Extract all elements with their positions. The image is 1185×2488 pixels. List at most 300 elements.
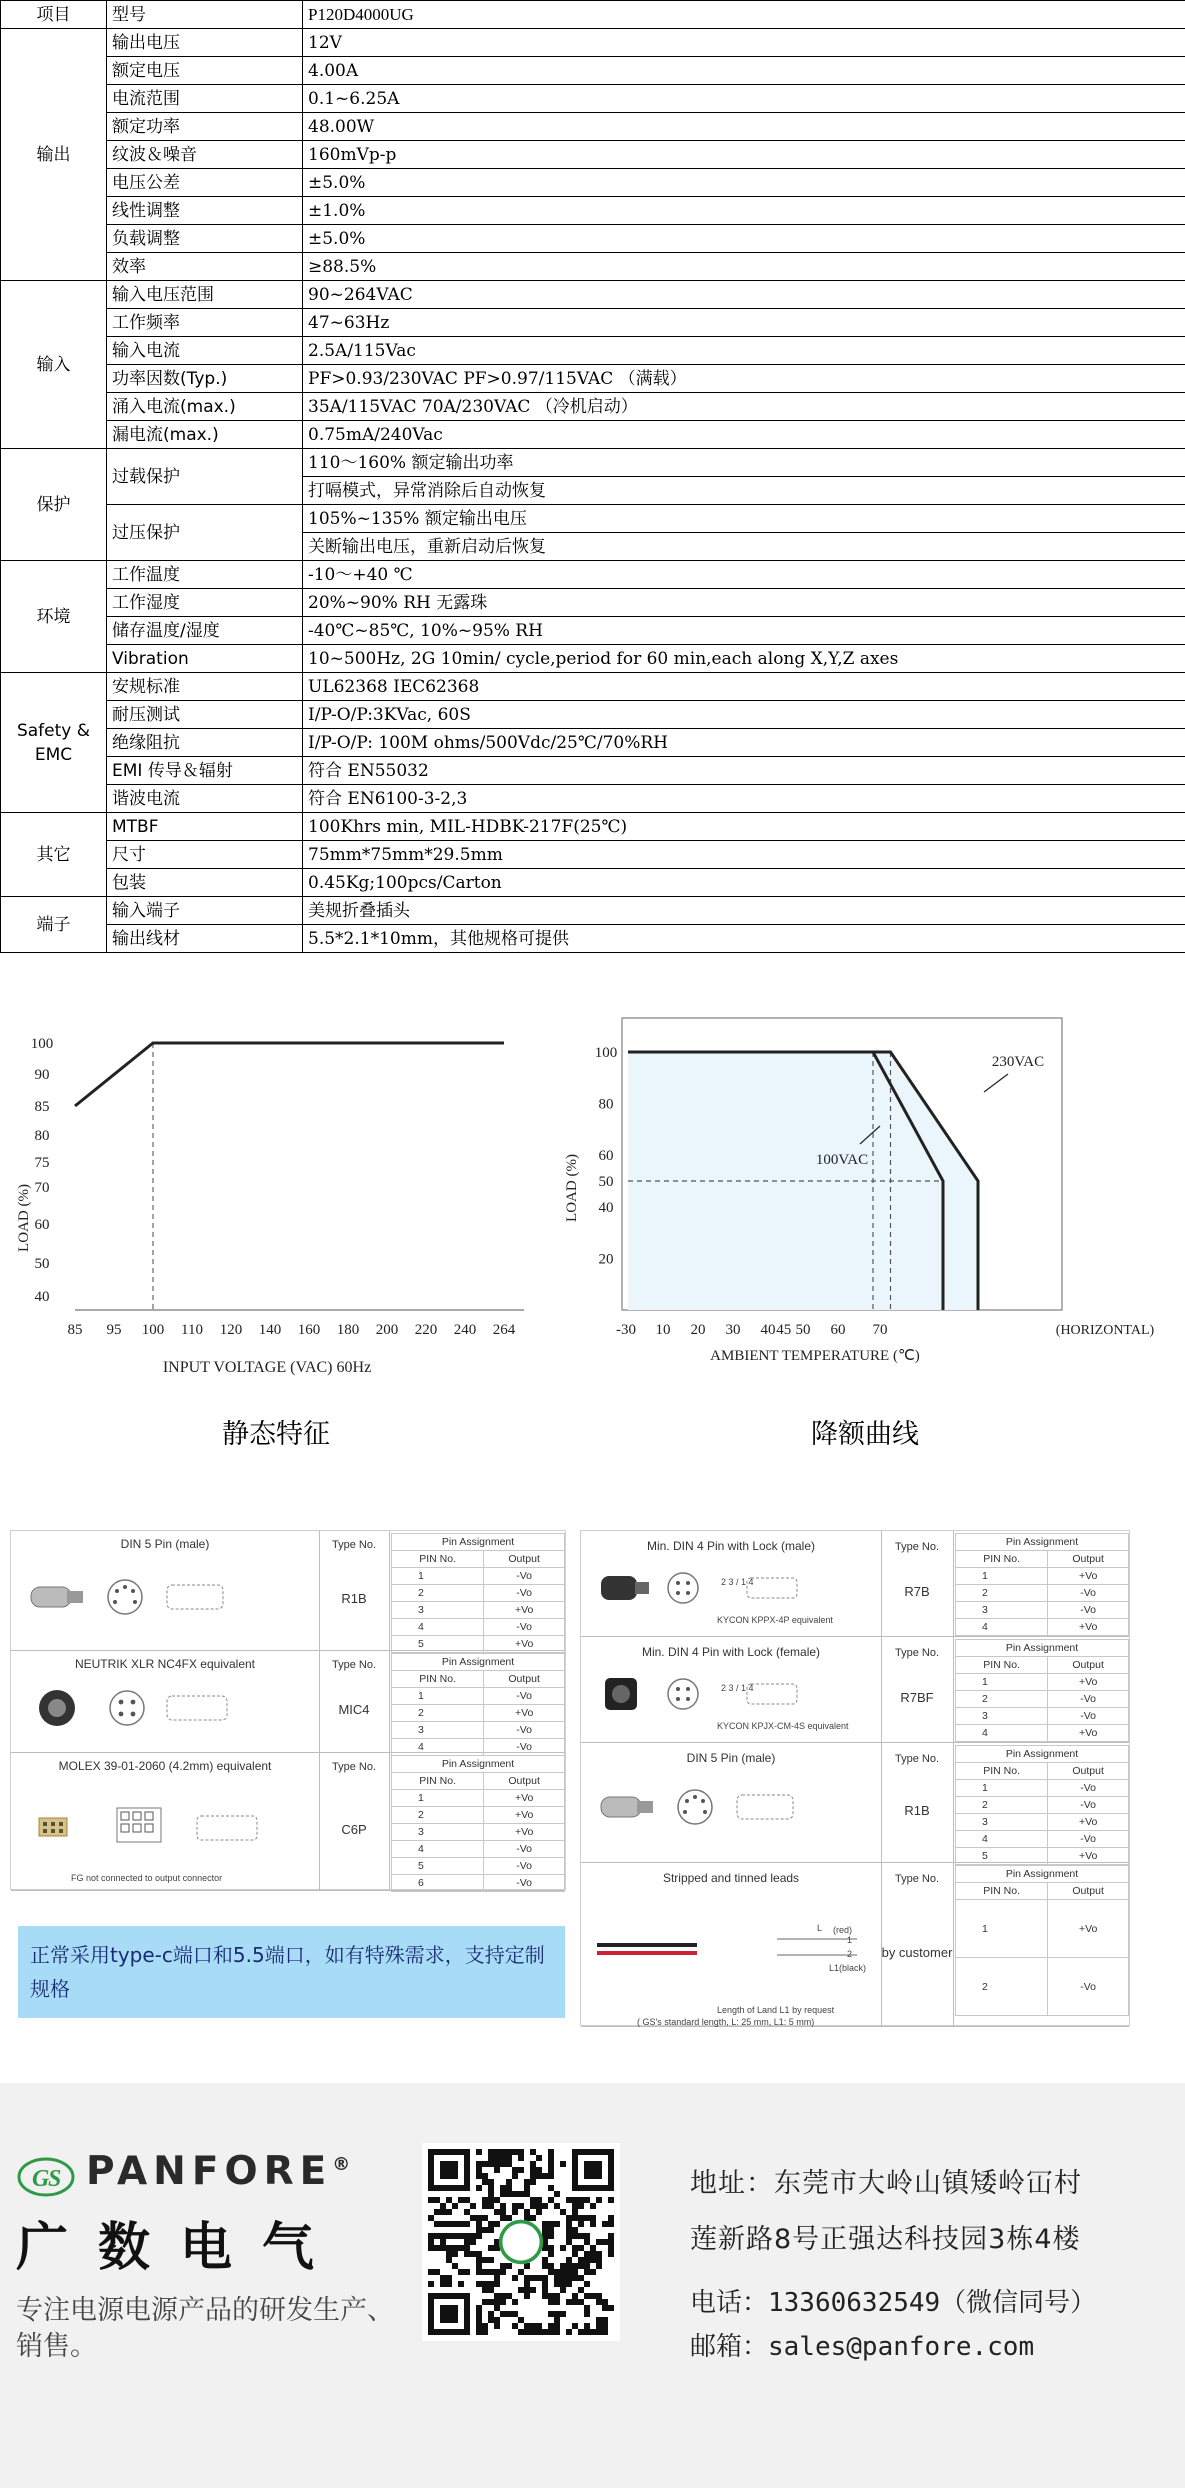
- qr-module: [446, 2233, 452, 2239]
- spec-row: [1, 57, 1185, 85]
- connector-type: R7BF: [900, 1690, 934, 1705]
- spec-row: [1, 645, 1185, 673]
- pin-number: 1: [956, 1780, 1048, 1797]
- spec-value: 打嗝模式，异常消除后自动恢复: [303, 477, 1185, 505]
- connector-title: Stripped and tinned leads: [662, 1871, 800, 1885]
- qr-module: [482, 2287, 488, 2293]
- connector-illustration: [587, 1771, 877, 1843]
- divider: [319, 1531, 320, 1651]
- qr-module: [464, 2221, 470, 2227]
- qr-module: [548, 2293, 554, 2299]
- qr-module: [482, 2323, 488, 2329]
- qr-module: [470, 2215, 476, 2221]
- qr-module: [452, 2203, 458, 2209]
- qr-module: [584, 2329, 590, 2335]
- qr-module: [572, 2227, 578, 2233]
- x-tick-label: 110: [181, 1322, 203, 1338]
- spec-label: 漏电流(max.): [107, 421, 303, 449]
- connector-block: [581, 1743, 1129, 1863]
- qr-module: [548, 2221, 554, 2227]
- header-project: 项目: [1, 1, 107, 29]
- x-tick-label: 45: [776, 1322, 792, 1338]
- pin-no-header: PIN No.: [956, 1657, 1048, 1674]
- qr-module: [590, 2329, 596, 2335]
- qr-module: [524, 2287, 530, 2293]
- pin-number: 1: [392, 1688, 484, 1705]
- pin-dot-icon: [59, 1822, 63, 1826]
- pin-dot-icon: [676, 1581, 680, 1585]
- qr-module: [608, 2233, 614, 2239]
- spec-row: [1, 85, 1185, 113]
- qr-module: [506, 2161, 512, 2167]
- qr-module: [584, 2239, 590, 2245]
- qr-module: [578, 2299, 584, 2305]
- spec-row: [1, 701, 1185, 729]
- spec-label: 耐压测试: [107, 701, 303, 729]
- qr-module: [542, 2263, 548, 2269]
- qr-module: [458, 2245, 464, 2251]
- x-tick-label: 200: [375, 1322, 399, 1338]
- derating-curve-title: 降额曲线: [811, 1419, 919, 1450]
- lead-label-2: 2: [847, 1949, 853, 1959]
- pin-output: +Vo: [484, 1636, 565, 1653]
- qr-module: [566, 2329, 572, 2335]
- qr-module: [554, 2191, 560, 2197]
- pin-assignment-header: Pin Assignment: [956, 1534, 1129, 1551]
- qr-module: [584, 2311, 590, 2317]
- pin-row: [392, 1790, 565, 1807]
- qr-finder-core: [584, 2161, 602, 2179]
- mini-din-body-icon: [601, 1576, 637, 1600]
- svg-text:S: S: [48, 2166, 62, 2192]
- pin-output: +Vo: [484, 1705, 565, 1722]
- qr-module: [470, 2239, 476, 2245]
- qr-module: [482, 2257, 488, 2263]
- qr-module: [446, 2257, 452, 2263]
- qr-module: [554, 2221, 560, 2227]
- qr-module: [530, 2275, 536, 2281]
- qr-module: [494, 2167, 500, 2173]
- qr-module: [494, 2317, 500, 2323]
- qr-module: [548, 2269, 554, 2275]
- qr-module: [548, 2155, 554, 2161]
- illustration-area: [11, 1557, 311, 1637]
- qr-module: [566, 2215, 572, 2221]
- pin-header-row: [956, 1746, 1129, 1763]
- x-tick-label: 85: [67, 1322, 83, 1338]
- qr-module: [524, 2275, 530, 2281]
- pin-assignment-header: Pin Assignment: [392, 1534, 565, 1551]
- qr-module: [602, 2221, 608, 2227]
- x-tick-label: 30: [725, 1322, 741, 1338]
- qr-module: [458, 2221, 464, 2227]
- qr-module: [590, 2251, 596, 2257]
- qr-module: [596, 2239, 602, 2245]
- qr-module: [578, 2245, 584, 2251]
- qr-module: [482, 2173, 488, 2179]
- pin-number: 3: [392, 1824, 484, 1841]
- qr-module: [578, 2275, 584, 2281]
- qr-module: [500, 2263, 506, 2269]
- plug-outline-icon: [747, 1578, 797, 1598]
- qr-module: [512, 2203, 518, 2209]
- qr-module: [560, 2287, 566, 2293]
- qr-module: [566, 2257, 572, 2263]
- pin-row: [392, 1858, 565, 1875]
- molex-face-icon: [117, 1808, 161, 1842]
- qr-module: [494, 2245, 500, 2251]
- pin-output: -Vo: [484, 1568, 565, 1585]
- plug-outline-icon: [737, 1795, 793, 1819]
- pin-header-row: [956, 1883, 1129, 1900]
- qr-module: [548, 2329, 554, 2335]
- divider: [953, 1531, 954, 1637]
- spec-row: [1, 673, 1185, 701]
- pin-output: +Vo: [484, 1790, 565, 1807]
- pin-row: [956, 1568, 1129, 1585]
- spec-row: [1, 561, 1185, 589]
- spec-value: 48.00W: [303, 113, 1185, 141]
- qr-module: [488, 2185, 494, 2191]
- connector-block: [11, 1753, 565, 1891]
- spec-value: 2.5A/115Vac: [303, 337, 1185, 365]
- qr-module: [452, 2263, 458, 2269]
- divider: [389, 1753, 390, 1891]
- x-tick-label: 50: [795, 1322, 811, 1338]
- pin-assignment-table: [955, 1639, 1129, 1742]
- illustration-area: [11, 1677, 311, 1739]
- pin-no-header: PIN No.: [392, 1773, 484, 1790]
- qr-module: [428, 2245, 434, 2251]
- series-label-100vac: 100VAC: [815, 1152, 869, 1168]
- spec-value: 符合 EN6100-3-2,3: [303, 785, 1185, 813]
- connector-title: Min. DIN 4 Pin with Lock (male): [646, 1539, 816, 1553]
- qr-module: [476, 2161, 482, 2167]
- spec-value: 10~500Hz, 2G 10min/ cycle,period for 60 min,each along X,Y,Z axes: [303, 645, 1185, 673]
- pin-no-header: PIN No.: [956, 1763, 1048, 1780]
- output-header: Output: [1048, 1657, 1129, 1674]
- pin-dot-icon: [43, 1822, 47, 1826]
- output-header: Output: [484, 1671, 565, 1688]
- pin-number: 4: [392, 1841, 484, 1858]
- qr-module: [500, 2155, 506, 2161]
- pin-dot-icon: [119, 1700, 124, 1705]
- qr-module: [512, 2191, 518, 2197]
- connector-panel-right: [580, 1530, 1130, 2026]
- qr-module: [578, 2233, 584, 2239]
- qr-finder-core: [440, 2305, 458, 2323]
- spec-header-row: [1, 1, 1185, 29]
- spec-row: [1, 505, 1185, 533]
- y-tick-label: 75: [34, 1155, 50, 1171]
- connector-title: NEUTRIK XLR NC4FX equivalent: [74, 1657, 256, 1671]
- qr-module: [458, 2281, 464, 2287]
- spec-value: ±1.0%: [303, 197, 1185, 225]
- qr-module: [482, 2329, 488, 2335]
- pin-output: +Vo: [484, 1602, 565, 1619]
- pin-dot-icon: [131, 1589, 135, 1593]
- qr-module: [524, 2293, 530, 2299]
- qr-module: [482, 2299, 488, 2305]
- qr-module: [488, 2299, 494, 2305]
- qr-module: [542, 2245, 548, 2251]
- qr-module: [566, 2281, 572, 2287]
- spec-value: 12V: [303, 29, 1185, 57]
- qr-module: [542, 2227, 548, 2233]
- qr-module: [446, 2275, 452, 2281]
- qr-module: [488, 2257, 494, 2263]
- pin-output: -Vo: [1048, 1780, 1129, 1797]
- qr-module: [476, 2233, 482, 2239]
- qr-module: [440, 2275, 446, 2281]
- spec-row: [1, 309, 1185, 337]
- pin-number: 5: [392, 1636, 484, 1653]
- qr-module: [494, 2197, 500, 2203]
- qr-module: [572, 2215, 578, 2221]
- spec-value: 关断输出电压，重新启动后恢复: [303, 533, 1185, 561]
- pin-labels: 2 3 / 1 4: [721, 1683, 754, 1693]
- pin-row: [956, 1674, 1129, 1691]
- y-tick-label: 70: [34, 1180, 50, 1196]
- spec-label: 安规标准: [107, 673, 303, 701]
- qr-module: [572, 2233, 578, 2239]
- pin-output: -Vo: [484, 1739, 565, 1756]
- qr-module: [506, 2293, 512, 2299]
- spec-label: 工作温度: [107, 561, 303, 589]
- pin-no-header: PIN No.: [392, 1671, 484, 1688]
- type-no-header: Type No.: [894, 1541, 940, 1553]
- qr-module: [506, 2191, 512, 2197]
- qr-module: [440, 2281, 446, 2287]
- qr-module: [602, 2239, 608, 2245]
- spec-row: [1, 729, 1185, 757]
- qr-module: [536, 2203, 542, 2209]
- qr-module: [530, 2329, 536, 2335]
- qr-module: [602, 2317, 608, 2323]
- qr-module: [602, 2305, 608, 2311]
- qr-module: [428, 2233, 434, 2239]
- output-header: Output: [1048, 1883, 1129, 1900]
- spec-row: [1, 589, 1185, 617]
- spec-value: 105%~135% 额定输出电压: [303, 505, 1185, 533]
- pin-row: [956, 1958, 1129, 2016]
- spec-row: [1, 785, 1185, 813]
- qr-module: [482, 2203, 488, 2209]
- qr-module: [554, 2311, 560, 2317]
- qr-module: [488, 2269, 494, 2275]
- pin-labels: 2 3 / 1 4: [721, 1577, 754, 1587]
- connector-caption: Length of Land L1 by request: [717, 2005, 835, 2015]
- spec-label: 功率因数(Typ.): [107, 365, 303, 393]
- spec-label: 工作频率: [107, 309, 303, 337]
- divider: [953, 1743, 954, 1863]
- qr-module: [608, 2251, 614, 2257]
- illustration-area: [581, 1771, 877, 1843]
- qr-module: [590, 2221, 596, 2227]
- static-characteristic-title: 静态特征: [222, 1419, 330, 1450]
- qr-module: [542, 2329, 548, 2335]
- spec-value: 20%~90% RH 无露珠: [303, 589, 1185, 617]
- qr-module: [518, 2287, 524, 2293]
- qr-module: [500, 2209, 506, 2215]
- qr-module: [560, 2245, 566, 2251]
- spec-value: 35A/115VAC 70A/230VAC （冷机启动）: [303, 393, 1185, 421]
- qr-module: [452, 2221, 458, 2227]
- spec-value: 0.75mA/240Vac: [303, 421, 1185, 449]
- qr-module: [548, 2161, 554, 2167]
- pin-output: -Vo: [484, 1619, 565, 1636]
- qr-module: [530, 2161, 536, 2167]
- spec-row: [1, 197, 1185, 225]
- pin-row: [956, 1780, 1129, 1797]
- qr-module: [500, 2269, 506, 2275]
- qr-module: [518, 2149, 524, 2155]
- qr-module: [434, 2221, 440, 2227]
- connector-illustration: [17, 1779, 307, 1877]
- pin-row: [392, 1824, 565, 1841]
- pin-header-row: [392, 1534, 565, 1551]
- pin-number: 5: [392, 1858, 484, 1875]
- pin-output: -Vo: [1048, 1585, 1129, 1602]
- qr-module: [590, 2245, 596, 2251]
- qr-module: [584, 2305, 590, 2311]
- spec-label: 输入端子: [107, 897, 303, 925]
- qr-module: [476, 2311, 482, 2317]
- type-no-header: Type No.: [894, 1647, 940, 1659]
- qr-module: [494, 2221, 500, 2227]
- y-tick-label: 100: [30, 1036, 54, 1052]
- pin-number: 2: [956, 1691, 1048, 1708]
- qr-module: [548, 2185, 554, 2191]
- spec-label: 尺寸: [107, 841, 303, 869]
- x-tick-label: 220: [414, 1322, 438, 1338]
- y-axis-title: LOAD (%): [564, 1154, 580, 1222]
- divider: [953, 1637, 954, 1743]
- qr-module: [506, 2263, 512, 2269]
- qr-module: [440, 2209, 446, 2215]
- spec-label: 电压公差: [107, 169, 303, 197]
- qr-module: [566, 2269, 572, 2275]
- pin-no-header: PIN No.: [392, 1551, 484, 1568]
- qr-module: [434, 2209, 440, 2215]
- qr-module: [560, 2161, 566, 2167]
- divider: [389, 1651, 390, 1753]
- spec-label: 效率: [107, 253, 303, 281]
- spec-label: 额定功率: [107, 113, 303, 141]
- qr-module: [596, 2263, 602, 2269]
- pin-assignment-header: Pin Assignment: [392, 1756, 565, 1773]
- qr-module: [446, 2281, 452, 2287]
- pin-number: 4: [956, 1619, 1048, 1636]
- qr-module: [476, 2149, 482, 2155]
- qr-module: [524, 2179, 530, 2185]
- pin-header-row: [956, 1866, 1129, 1883]
- pin-output: -Vo: [484, 1841, 565, 1858]
- qr-module: [554, 2323, 560, 2329]
- qr-module: [506, 2215, 512, 2221]
- qr-module: [608, 2239, 614, 2245]
- spec-label: 过压保护: [107, 505, 303, 561]
- qr-module: [500, 2311, 506, 2317]
- connector-block: [581, 1531, 1129, 1637]
- qr-module: [524, 2329, 530, 2335]
- qr-module: [500, 2203, 506, 2209]
- y-tick-label: 50: [34, 1256, 50, 1272]
- spec-value: ±5.0%: [303, 225, 1185, 253]
- qr-module: [572, 2209, 578, 2215]
- qr-code: [422, 2143, 620, 2341]
- pin-number: 1: [392, 1568, 484, 1585]
- spec-group-label: 环境: [1, 561, 107, 673]
- pin-dot-icon: [131, 1700, 136, 1705]
- qr-module: [554, 2299, 560, 2305]
- connector-title: Min. DIN 4 Pin with Lock (female): [641, 1645, 821, 1659]
- qr-module: [536, 2275, 542, 2281]
- qr-module: [596, 2329, 602, 2335]
- type-no-header: Type No.: [331, 1659, 377, 1671]
- qr-module: [584, 2269, 590, 2275]
- qr-module: [548, 2173, 554, 2179]
- load-curve: [75, 1043, 504, 1106]
- y-tick-label: 100: [594, 1045, 618, 1061]
- spec-row: [1, 869, 1185, 897]
- qr-module: [506, 2185, 512, 2191]
- qr-module: [542, 2233, 548, 2239]
- qr-module: [428, 2239, 434, 2245]
- qr-module: [524, 2209, 530, 2215]
- qr-module: [530, 2149, 536, 2155]
- x-tick-label: 40: [760, 1322, 776, 1338]
- spec-row: [1, 421, 1185, 449]
- qr-module: [464, 2251, 470, 2257]
- y-tick-label: 90: [34, 1067, 50, 1083]
- qr-module: [560, 2275, 566, 2281]
- spec-row: [1, 365, 1185, 393]
- pin-assignment-table: [955, 1745, 1129, 1865]
- qr-module: [542, 2281, 548, 2287]
- lead-label-l: L: [817, 1923, 823, 1933]
- qr-module: [530, 2215, 536, 2221]
- qr-module: [518, 2329, 524, 2335]
- qr-module: [536, 2323, 542, 2329]
- x-tick-label: 70: [872, 1322, 888, 1338]
- qr-module: [566, 2275, 572, 2281]
- connector-illustration: [17, 1677, 307, 1739]
- qr-module: [596, 2197, 602, 2203]
- spec-value: 4.00A: [303, 57, 1185, 85]
- qr-module: [494, 2155, 500, 2161]
- qr-module: [608, 2215, 614, 2221]
- socket-core-icon: [612, 1685, 630, 1703]
- spec-row: [1, 813, 1185, 841]
- qr-module: [506, 2311, 512, 2317]
- y-tick-label: 60: [34, 1217, 50, 1233]
- connector-block: [581, 1637, 1129, 1743]
- qr-module: [440, 2203, 446, 2209]
- pin-header-row: [392, 1773, 565, 1790]
- qr-module: [500, 2185, 506, 2191]
- pin-output: +Vo: [1048, 1619, 1129, 1636]
- pin-dot-icon: [676, 1687, 680, 1691]
- pin-output: -Vo: [484, 1858, 565, 1875]
- qr-module: [536, 2329, 542, 2335]
- qr-module: [476, 2305, 482, 2311]
- spec-value: ±5.0%: [303, 169, 1185, 197]
- pin-assignment-table: [955, 1865, 1129, 2016]
- pin-row: [392, 1602, 565, 1619]
- qr-module: [470, 2203, 476, 2209]
- qr-module: [530, 2323, 536, 2329]
